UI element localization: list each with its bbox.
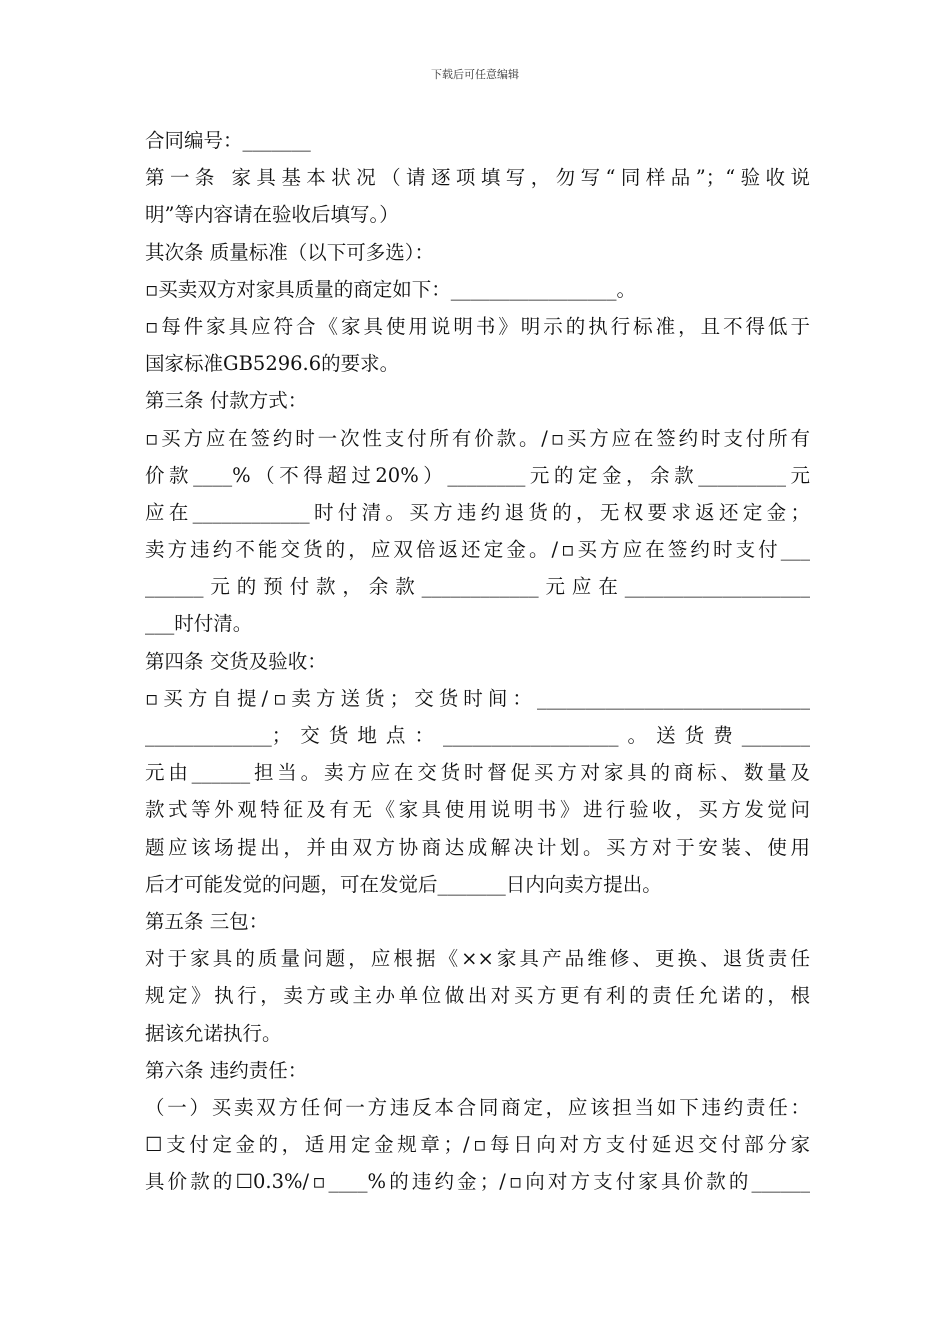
text-line: 合同编号：_______ — [145, 129, 311, 152]
text-line: 题应该场提出，并由双方协商达成解决计划。买方对于安装、使用 — [145, 835, 810, 859]
text-line: ___时付清。 — [145, 612, 253, 636]
text-line: 具价款的☐0.3%/▫____%的违约金；/▫向对方支付家具价款的______ — [145, 1170, 810, 1194]
text-line: ▫买方应在签约时一次性支付所有价款。/▫买方应在签约时支付所有 — [145, 426, 810, 450]
text-line: ▫买方自提/▫卖方送货；交货时间：____________________________ — [145, 686, 810, 710]
text-line: 元由______担当。卖方应在交货时督促买方对家具的商标、数量及 — [145, 761, 810, 785]
contract-body — [145, 122, 810, 1200]
text-line: ______元的预付款，余款____________元应在___________________ — [145, 575, 810, 599]
text-line: _____________；交货地点：__________________。送货费_______ — [145, 724, 810, 747]
text-line: 第四条 交货及验收： — [145, 649, 327, 673]
text-line: 其次条 质量标准（以下可多选）： — [145, 240, 434, 264]
text-line: 据该允诺执行。 — [145, 1021, 282, 1045]
text-line: 价款____%（不得超过20%）________元的定金，余款_________元 — [145, 463, 810, 487]
text-line: 国家标准GB5296.6的要求。 — [145, 352, 400, 376]
text-line: （一）买卖双方任何一方违反本合同商定，应该担当如下违约责任： — [145, 1095, 810, 1119]
text-line: 款式等外观特征及有无《家具使用说明书》进行验收，买方发觉问 — [145, 798, 810, 822]
page-header: 下载后可任意编辑 — [431, 68, 519, 81]
text-line: 后才可能发觉的问题，可在发觉后_______日内向卖方提出。 — [145, 872, 662, 896]
text-line: ▫每件家具应符合《家具使用说明书》明示的执行标准，且不得低于 — [145, 314, 810, 338]
text-line: 对于家具的质量问题，应根据《××家具产品维修、更换、退货责任 — [145, 947, 810, 971]
text-line: 规定》执行，卖方或主办单位做出对买方更有利的责任允诺的，根 — [145, 984, 810, 1008]
text-line: 第三条 付款方式： — [145, 389, 308, 413]
text-line: ☐支付定金的，适用定金规章；/▫每日向对方支付延迟交付部分家 — [145, 1133, 810, 1157]
text-line: 第五条 三包： — [145, 909, 269, 933]
text-line: 应在____________时付清。买方违约退货的，无权要求返还定金； — [145, 500, 810, 524]
text-line: 第一条 家具基本状况（请逐项填写，勿写“同样品”；“验收说 — [145, 166, 810, 190]
text-line: 明”等内容请在验收后填写。） — [145, 203, 399, 227]
text-line: 第六条 违约责任： — [145, 1058, 308, 1082]
text-line: 卖方违约不能交货的，应双倍返还定金。/▫买方应在签约时支付___ — [145, 538, 810, 562]
text-line: ▫买卖双方对家具质量的商定如下：_________________。 — [145, 277, 636, 301]
